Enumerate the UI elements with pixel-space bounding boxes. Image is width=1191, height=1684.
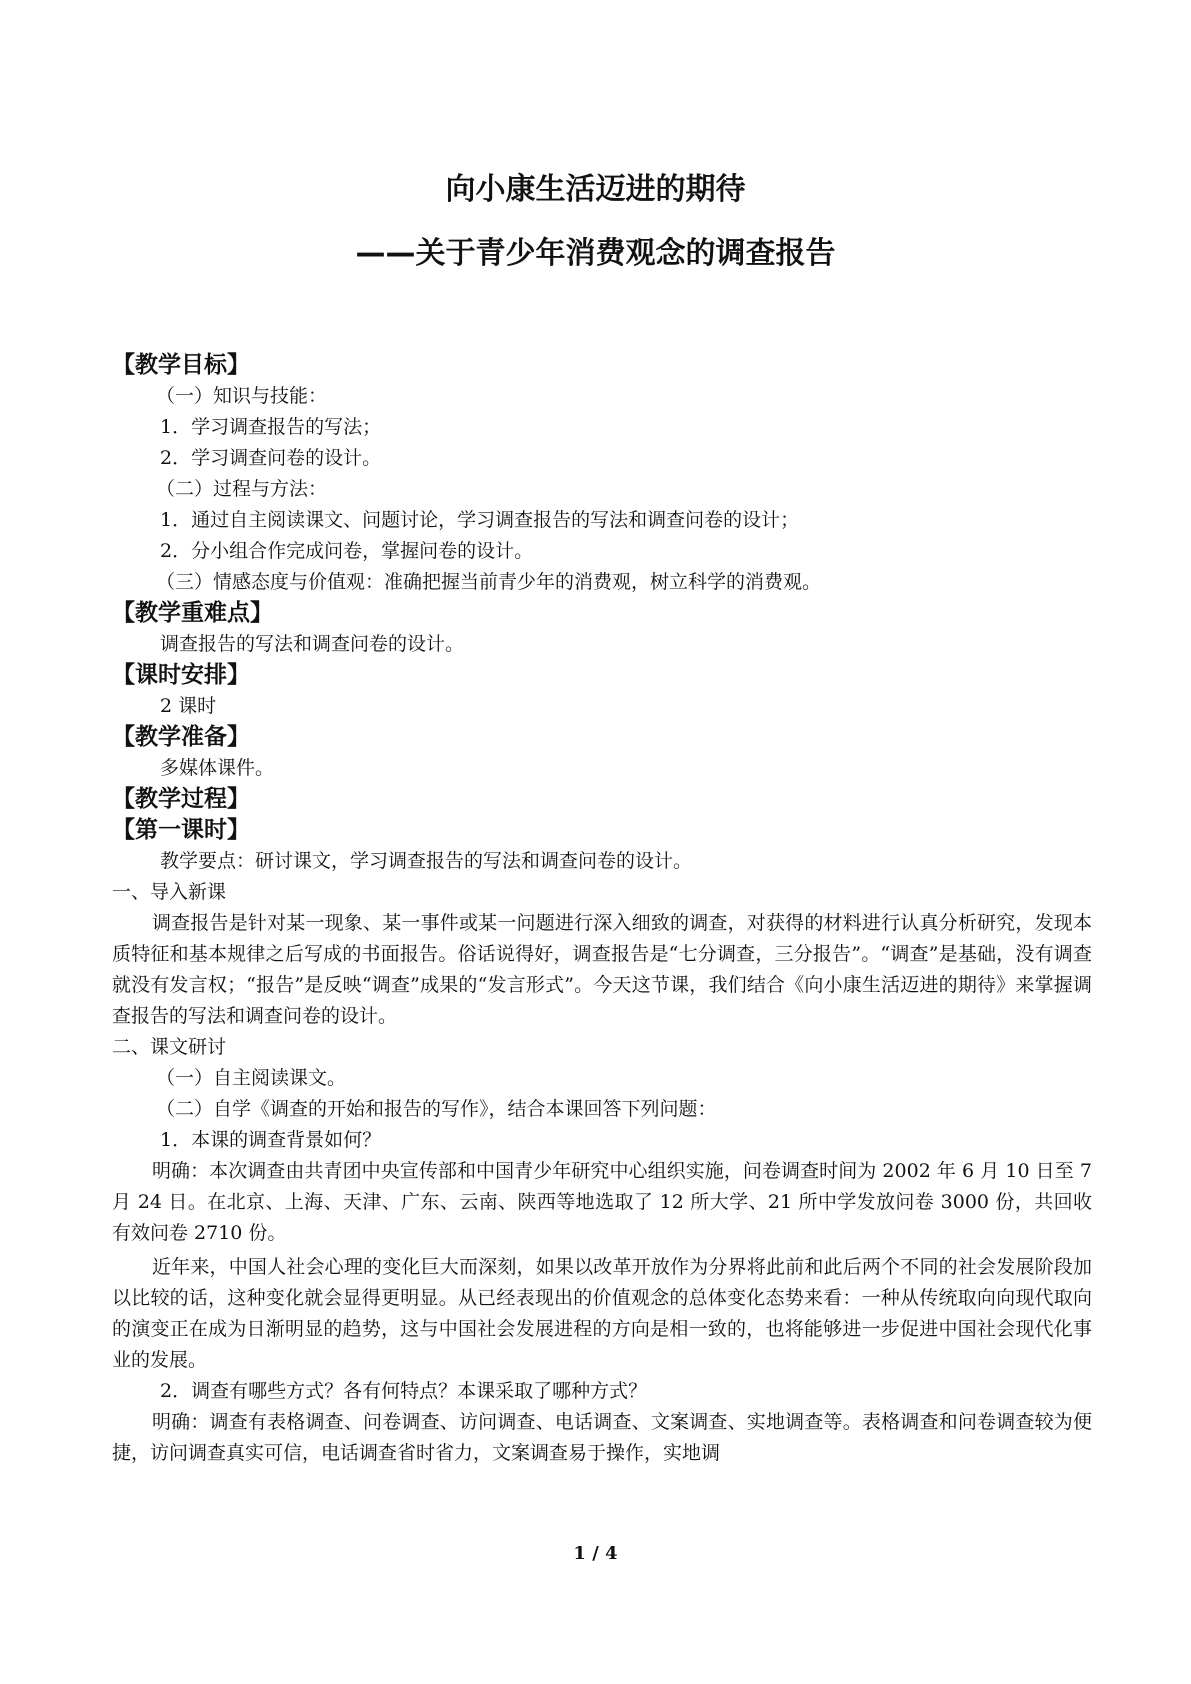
document-body: [112, 350, 1092, 1469]
keypoints-text: 调查报告的写法和调查问卷的设计。: [160, 633, 465, 655]
question-1: 1．本课的调查背景如何？: [160, 1129, 382, 1151]
part1-paragraph: 调查报告是针对某一现象、某一事件或某一问题进行深入细致的调查，对获得的材料进行认真分析研究，发现本质特征和基本规律之后写成的书面报告。俗话说得好，调查报告是“七分调查，三分报告”。“调查”是基础，没有调查就没有发言权；“报告”是反映“调查”成果的“发言形式”。今天这节课，我们结合《向小康生活迈进的期待》来掌握调查报告的写法和调查问卷的设计。: [112, 912, 1092, 1027]
schedule-text: 2 课时: [160, 695, 217, 717]
question-2: 2．调查有哪些方式？各有何特点？本课采取了哪种方式？: [160, 1380, 648, 1402]
part1-title: 一、导入新课: [112, 881, 227, 903]
goal-line: 1．通过自主阅读课文、问题讨论，学习调查报告的写法和调查问卷的设计；: [160, 509, 800, 531]
prep-text: 多媒体课件。: [160, 757, 275, 779]
part2-step: （一）自主阅读课文。: [156, 1067, 347, 1089]
question-1-paragraph-2: 近年来，中国人社会心理的变化巨大而深刻，如果以改革开放作为分界将此前和此后两个不同的社会发展阶段加以比较的话，这种变化就会显得更明显。从已经表现出的价值观念的总体变化态势来看：一种从传统取向向现代取向的演变正在成为日渐明显的趋势，这与中国社会发展进程的方向是相一致的，也将能够进一步促进中国社会现代化事业的发展。: [112, 1256, 1092, 1371]
part2-step: （二）自学《调查的开始和报告的写作》，结合本课回答下列问题：: [156, 1098, 717, 1120]
section-heading-lesson1: 【第一课时】: [112, 817, 250, 843]
lesson1-focus: 教学要点：研讨课文，学习调查报告的写法和调查问卷的设计。: [160, 850, 693, 872]
section-heading-schedule: 【课时安排】: [112, 662, 250, 688]
part2-title: 二、课文研讨: [112, 1036, 227, 1058]
goal-line: 2．学习调查问卷的设计。: [160, 447, 382, 469]
goal-line: （二）过程与方法：: [156, 478, 328, 500]
section-heading-prep: 【教学准备】: [112, 724, 250, 750]
goal-line: （三）情感态度与价值观：准确把握当前青少年的消费观，树立科学的消费观。: [156, 571, 822, 593]
page-number: 1 / 4: [573, 1543, 618, 1564]
goal-line: 2．分小组合作完成问卷，掌握问卷的设计。: [160, 540, 534, 562]
goal-line: 1．学习调查报告的写法；: [160, 416, 382, 438]
goal-line: （一）知识与技能：: [156, 385, 328, 407]
section-heading-process: 【教学过程】: [112, 786, 250, 812]
section-heading-goals: 【教学目标】: [112, 352, 250, 378]
question-2-answer: 明确：调查有表格调查、问卷调查、访问调查、电话调查、文案调查、实地调查等。表格调查和问卷调查较为便捷，访问调查真实可信，电话调查省时省力，文案调查易于操作，实地调: [112, 1411, 1092, 1464]
question-1-answer: 明确：本次调查由共青团中央宣传部和中国青少年研究中心组织实施，问卷调查时间为 2002 年 6 月 10 日至 7 月 24 日。在北京、上海、天津、广东、云南、陕西等地选取了 12 所大学、21 所中学发放问卷 3000 份，共回收有效问卷 2710 份。: [112, 1160, 1092, 1244]
document-subtitle: ——关于青少年消费观念的调查报告: [355, 236, 836, 271]
document-title: 向小康生活迈进的期待: [445, 172, 746, 207]
section-heading-keypoints: 【教学重难点】: [112, 600, 273, 626]
